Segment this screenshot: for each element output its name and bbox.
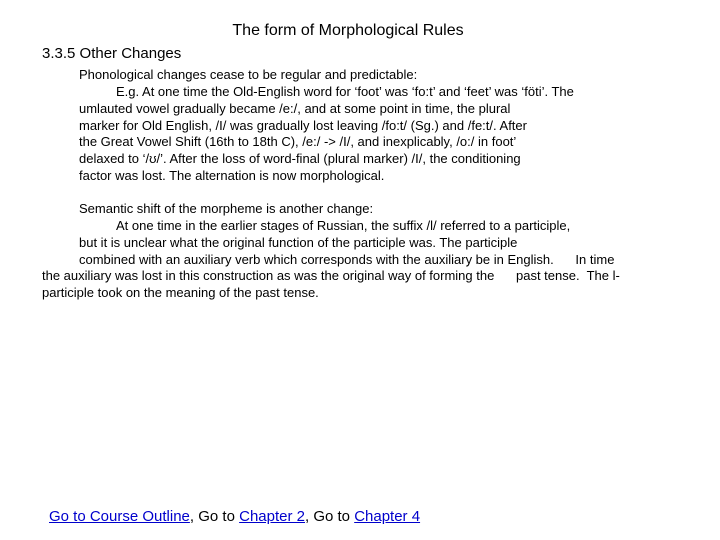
text-line: the auxiliary was lost in this construction as was the original way of forming the past tense. The l- [42, 268, 620, 283]
text-line: marker for Old English, /I/ was gradually lost leaving /fo:t/ (Sg.) and /fe:t/. After [79, 118, 527, 133]
text-line: Semantic shift of the morpheme is another change: [79, 201, 374, 216]
text-line: Phonological changes cease to be regular and predictable: [79, 67, 418, 82]
text-line: E.g. At one time the Old-English word for ‘foot’ was ‘fo:t’ and ‘feet’ was ‘föti’. The [116, 84, 574, 99]
footer-separator: , Go to [304, 508, 355, 525]
footer-separator: , Go to [189, 508, 240, 525]
text-line: factor was lost. The alternation is now morphological. [79, 168, 385, 183]
text-line: the Great Vowel Shift (16th to 18th C), /e:/ -> /I/, and inexplicably, /o:/ in foot’ [79, 134, 517, 149]
page-title: The form of Morphological Rules [232, 22, 464, 39]
text-line: umlauted vowel gradually became /e:/, and at some point in time, the plural [79, 101, 511, 116]
text-line: At one time in the earlier stages of Russian, the suffix /l/ referred to a participle, [116, 218, 571, 233]
chapter-2-link[interactable]: Chapter 2 [239, 508, 305, 525]
footer-nav [49, 508, 420, 525]
text-line: but it is unclear what the original function of the participle was. The participle [79, 235, 518, 250]
text-line: combined with an auxiliary verb which corresponds with the auxiliary be in English. In time [79, 252, 615, 267]
course-outline-link[interactable]: Go to Course Outline [49, 508, 190, 525]
text-line: delaxed to ‘/ʊ/’. After the loss of word-final (plural marker) /I/, the conditioning [79, 151, 521, 166]
text-line: participle took on the meaning of the past tense. [42, 285, 319, 300]
section-heading: 3.3.5 Other Changes [42, 45, 182, 62]
chapter-4-link[interactable]: Chapter 4 [354, 508, 421, 525]
